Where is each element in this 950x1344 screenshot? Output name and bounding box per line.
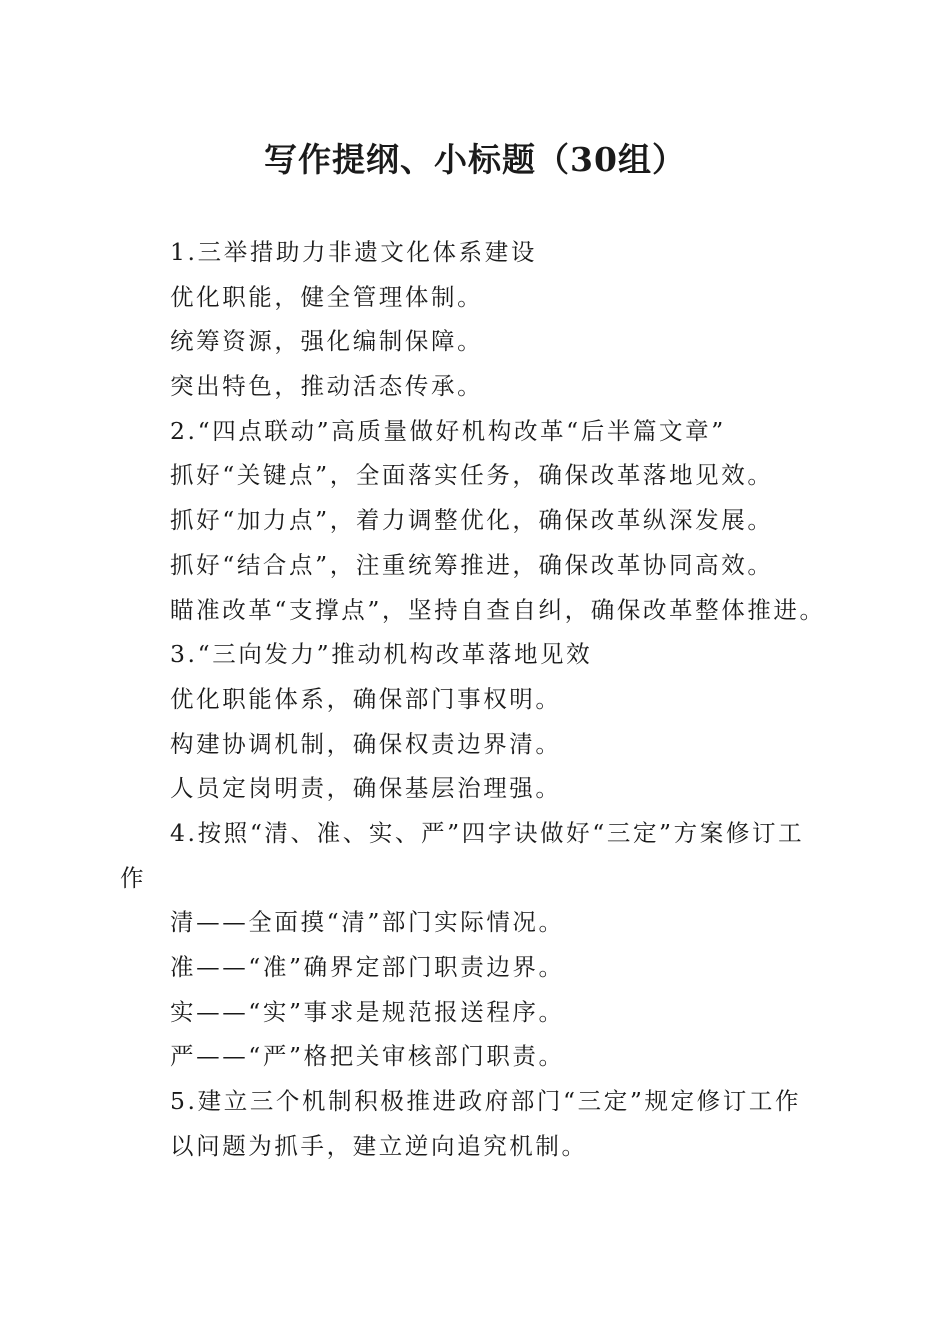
heading-4: 4.按照“清、准、实、严”四字诀做好“三定”方案修订工作 [120, 818, 805, 892]
paragraph: 清——全面摸“清”部门实际情况。 [170, 908, 565, 937]
paragraph: 构建协调机制，确保权责边界清。 [170, 729, 562, 758]
paragraph: 实——“实”事求是规范报送程序。 [170, 997, 565, 1026]
paragraph: 以问题为抓手，建立逆向追究机制。 [170, 1131, 588, 1160]
paragraph: 抓好“加力点”，着力调整优化，确保改革纵深发展。 [170, 506, 774, 535]
page-title: 写作提纲、小标题（30组） [264, 140, 686, 179]
paragraph: 抓好“关键点”，全面落实任务，确保改革落地见效。 [170, 461, 774, 490]
paragraph: 抓好“结合点”，注重统筹推进，确保改革协同高效。 [170, 550, 774, 579]
paragraph: 优化职能体系，确保部门事权明。 [170, 684, 562, 713]
document-body [120, 230, 830, 1168]
paragraph: 优化职能，健全管理体制。 [170, 282, 484, 311]
paragraph: 瞄准改革“支撑点”，坚持自查自纠，确保改革整体推进。 [170, 595, 826, 624]
paragraph: 准——“准”确界定部门职责边界。 [170, 953, 565, 982]
heading-3: 3.“三向发力”推动机构改革落地见效 [170, 640, 593, 669]
heading-1: 1.三举措助力非遗文化体系建设 [170, 238, 537, 266]
heading-2: 2.“四点联动”高质量做好机构改革“后半篇文章” [170, 416, 726, 445]
paragraph: 突出特色，推动活态传承。 [170, 372, 484, 401]
heading-5: 5.建立三个机制积极推进政府部门“三定”规定修订工作 [170, 1087, 802, 1116]
paragraph: 严——“严”格把关审核部门职责。 [170, 1042, 565, 1071]
paragraph: 统筹资源，强化编制保障。 [170, 327, 484, 356]
paragraph: 人员定岗明责，确保基层治理强。 [170, 774, 562, 803]
